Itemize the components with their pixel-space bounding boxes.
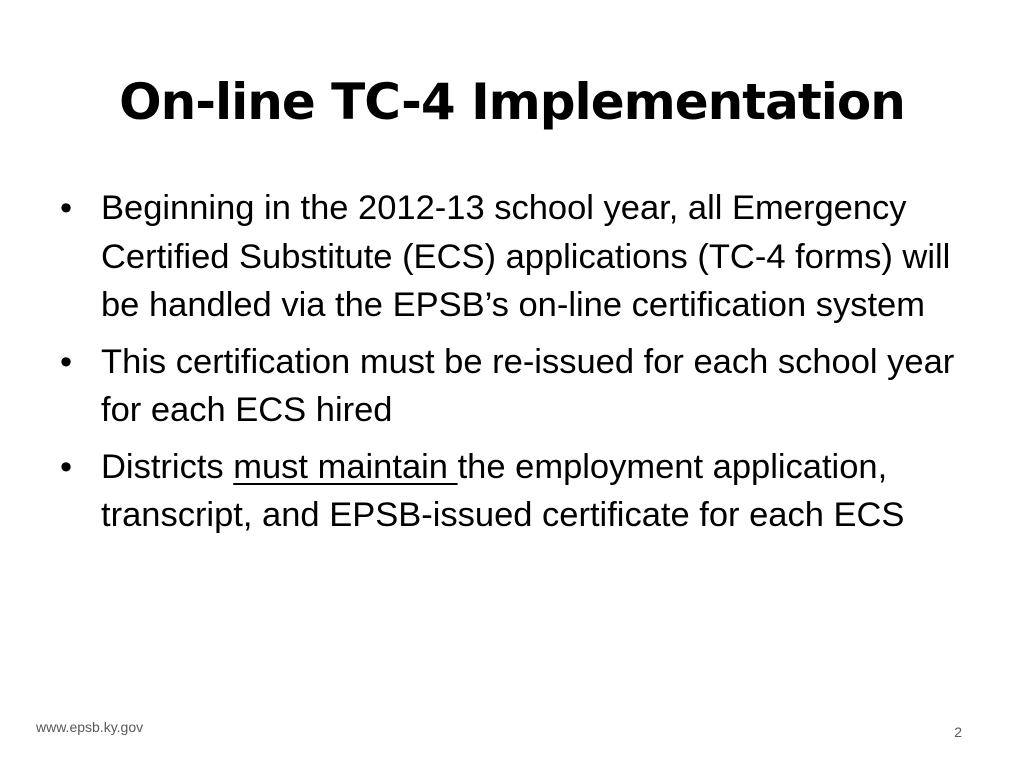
bullet-text-suffix: the employment application, transcript, and EPSB-issued certificate for each ECS <box>101 447 905 534</box>
bullet-text: This certification must be re-issued for each school year for each ECS hired <box>101 342 955 429</box>
slide-title: On-line TC-4 Implementation <box>119 73 905 131</box>
bullet-icon: • <box>60 189 73 227</box>
bullet-item-2 <box>60 338 960 435</box>
bullet-icon: • <box>60 342 73 381</box>
footer-url: www.epsb.ky.gov <box>36 719 144 735</box>
page-number: 2 <box>954 724 962 740</box>
bullet-item-3 <box>60 443 960 540</box>
bullet-text-emphasis: must maintain <box>233 447 458 486</box>
bullet-icon: • <box>60 447 73 486</box>
bullet-list <box>60 184 960 548</box>
bullet-text-prefix: Districts <box>101 447 234 486</box>
bullet-item-1 <box>60 184 960 330</box>
bullet-text: Beginning in the 2012-13 school year, all Emergency Certified Substitute (ECS) applications (TC-4 forms) will be handled via the EPSB’s on-line certification system <box>101 189 951 324</box>
